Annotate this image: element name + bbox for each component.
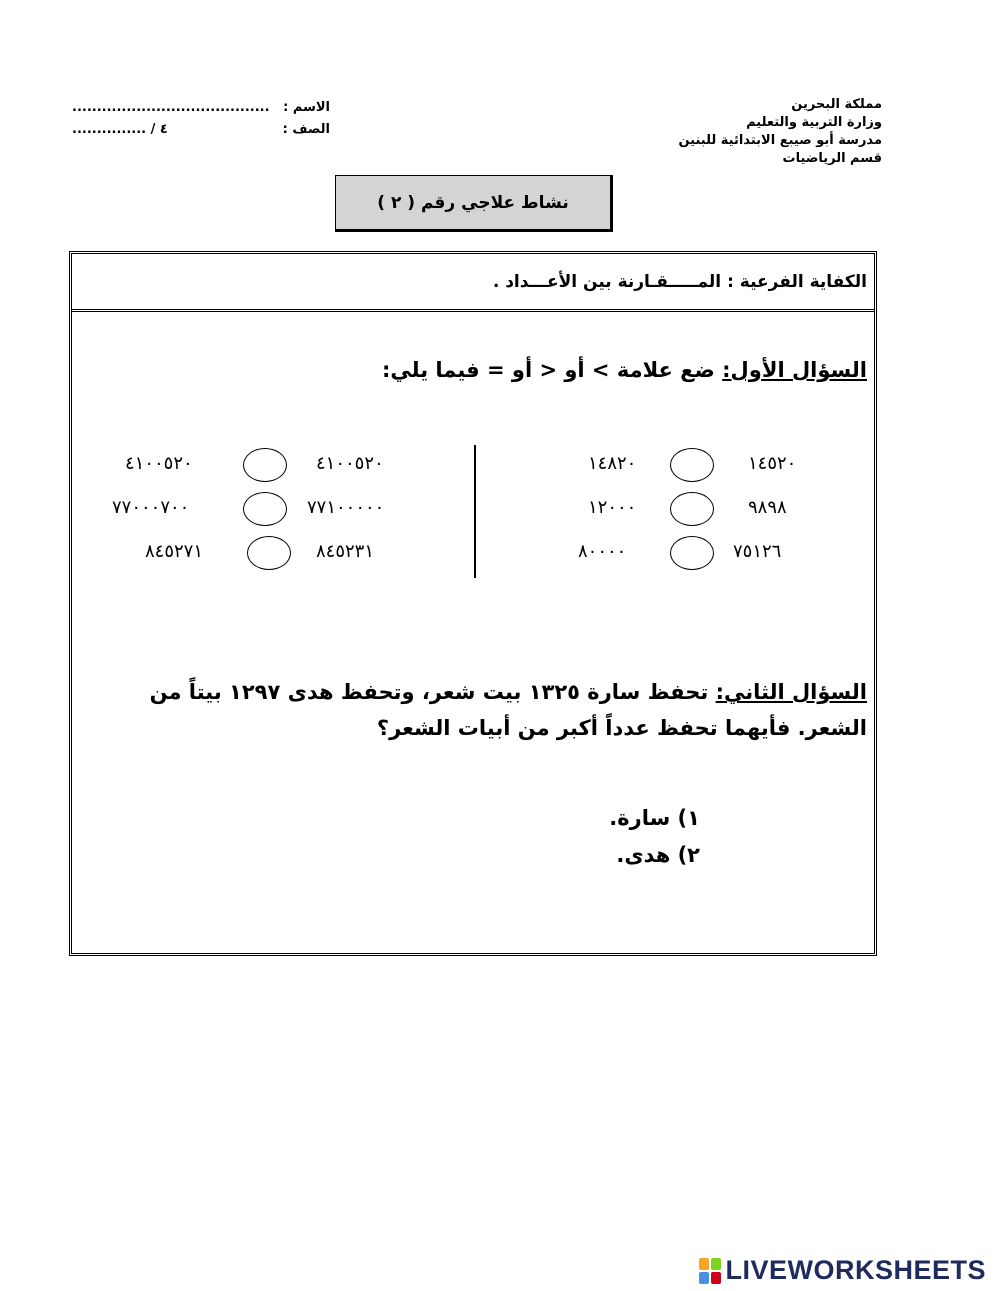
answer-circle[interactable] bbox=[243, 448, 287, 482]
column-divider bbox=[474, 445, 476, 578]
school-header bbox=[562, 96, 882, 168]
number-a: ٧٧١٠٠٠٠٠ bbox=[307, 497, 385, 518]
question-2-label: السؤال الثاني: bbox=[715, 680, 867, 704]
class-label: الصف : bbox=[282, 122, 330, 137]
number-a: ١٤٥٢٠ bbox=[748, 453, 797, 474]
header-line: قسم الرياضيات bbox=[782, 151, 882, 166]
number-b: ١٢٠٠٠ bbox=[588, 497, 637, 518]
answer-circle[interactable] bbox=[670, 536, 714, 570]
answer-circle[interactable] bbox=[247, 536, 291, 570]
number-a: ٩٨٩٨ bbox=[748, 497, 787, 518]
answer-circle[interactable] bbox=[670, 492, 714, 526]
question-1 bbox=[382, 358, 867, 382]
liveworksheets-logo-icon bbox=[699, 1258, 721, 1284]
question-2-text: تحفظ سارة ١٣٢٥ بيت شعر، وتحفظ هدى ١٢٩٧ بيتاً من الشعر. فأيهما تحفظ عدداً أكبر من أبيات الشعر؟ bbox=[149, 680, 867, 740]
student-info bbox=[72, 97, 330, 141]
activity-title bbox=[335, 175, 613, 232]
name-label: الاسم : bbox=[283, 100, 330, 115]
number-b: ٤١٠٠٥٢٠ bbox=[125, 453, 193, 474]
competency-text bbox=[493, 272, 867, 292]
question-1-label: السؤال الأول: bbox=[722, 358, 867, 382]
name-blank[interactable]: ........................................ bbox=[72, 100, 270, 115]
liveworksheets-logo-text: LIVEWORKSHEETS bbox=[725, 1255, 986, 1285]
number-b: ١٤٨٢٠ bbox=[588, 453, 637, 474]
liveworksheets-logo bbox=[699, 1255, 986, 1286]
header-line: مملكة البحرين bbox=[791, 97, 882, 112]
number-a: ٧٥١٢٦ bbox=[733, 541, 782, 562]
option-2[interactable]: ٢) هدى. bbox=[616, 843, 700, 867]
header-line: وزارة التربية والتعليم bbox=[746, 115, 882, 130]
header-line: مدرسة أبو صيبع الابتدائية للبنين bbox=[678, 133, 882, 148]
number-b: ٨٠٠٠٠ bbox=[578, 541, 627, 562]
answer-circle[interactable] bbox=[243, 492, 287, 526]
question-1-text: ضع علامة > أو < أو = فيما يلي: bbox=[381, 358, 723, 382]
number-a: ٨٤٥٢٣١ bbox=[316, 541, 375, 562]
competency-value: المـــــقـارنة بين الأعـــداد . bbox=[492, 272, 722, 292]
number-b: ٨٤٥٢٧١ bbox=[145, 541, 204, 562]
number-a: ٤١٠٠٥٢٠ bbox=[316, 453, 384, 474]
number-b: ٧٧٠٠٠٧٠٠ bbox=[112, 497, 190, 518]
answer-circle[interactable] bbox=[670, 448, 714, 482]
worksheet-frame bbox=[69, 251, 877, 956]
question-2 bbox=[97, 674, 867, 746]
class-blank[interactable]: ٤ / ............... bbox=[72, 122, 168, 137]
activity-title-text: نشاط علاجي رقم ( ٢ ) bbox=[377, 192, 569, 213]
competency-label: الكفاية الفرعية : bbox=[727, 272, 867, 292]
option-1[interactable]: ١) سارة. bbox=[609, 806, 700, 830]
